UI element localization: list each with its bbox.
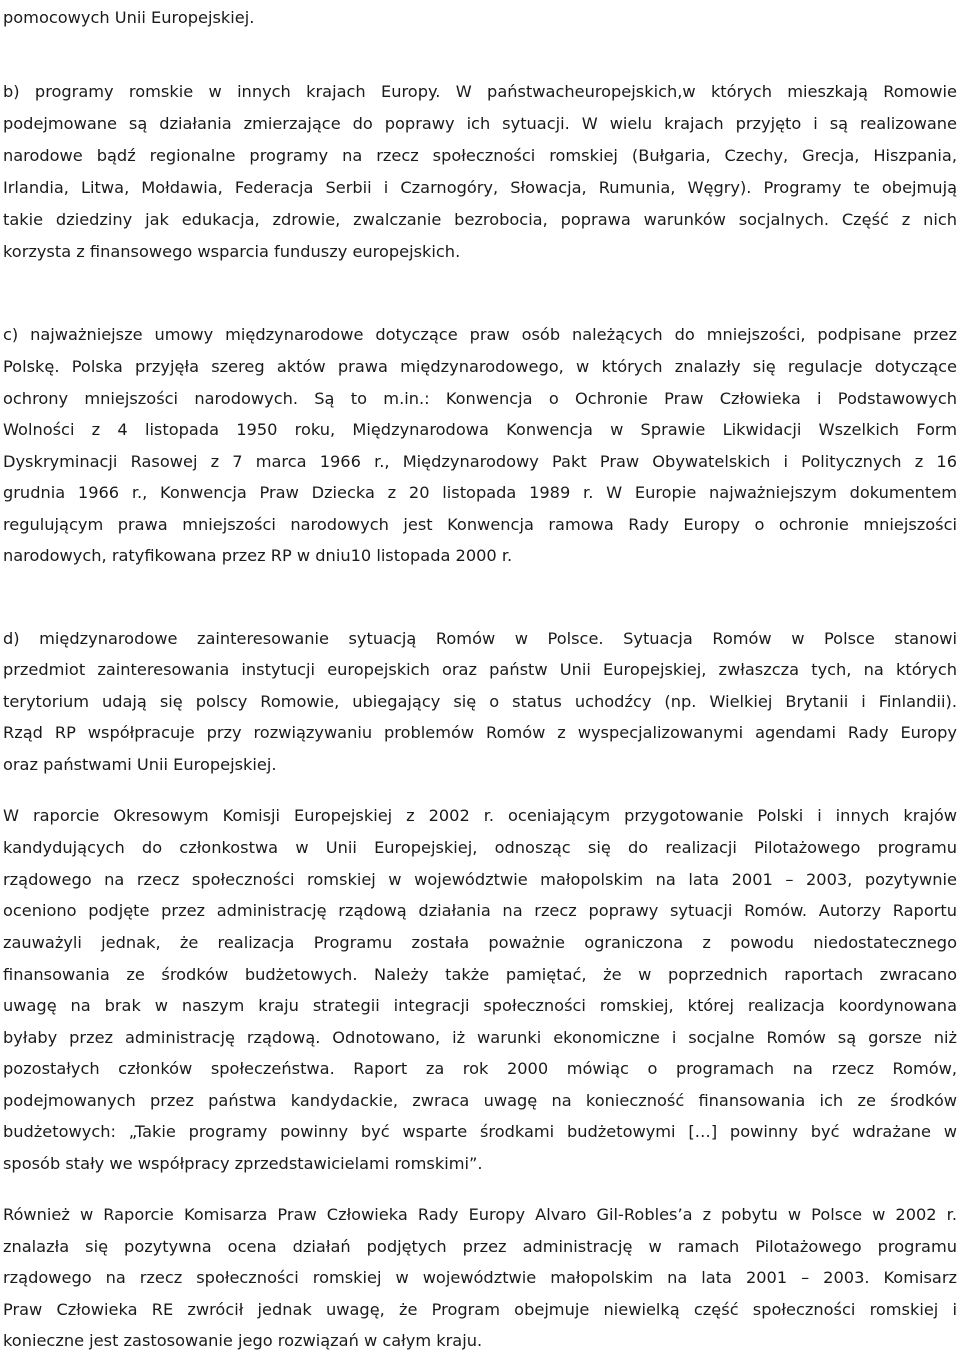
text-line: narodowe bądź regionalne programy na rzecz społeczności romskiej (Bułgaria, Czechy, Grecja, Hiszpania, <box>3 146 957 165</box>
text-line: zauważyli jednak, że realizacja Programu została poważnie ograniczona z powodu niedostatecznego <box>3 933 957 952</box>
text-line: oraz państwami Unii Europejskiej. <box>3 755 277 774</box>
text-line: ochrony mniejszości narodowych. Są to m.in.: Konwencja o Ochronie Praw Człowieka i Podstawowych <box>3 389 957 408</box>
text-line: podejmowanych przez państwa kandydackie, zwraca uwagę na konieczność finansowania ich ze środków <box>3 1091 957 1110</box>
text-line: Również w Raporcie Komisarza Praw Człowieka Rady Europy Alvaro Gil-Robles’a z pobytu w Polsce w 2002 r. <box>3 1205 957 1224</box>
text-line: Rząd RP współpracuje przy rozwiązywaniu problemów Romów z wyspecjalizowanymi agendami Rady Europy <box>3 723 957 742</box>
text-line: Dyskryminacji Rasowej z 7 marca 1966 r., Międzynarodowy Pakt Praw Obywatelskich i Politycznych z 16 <box>3 452 957 471</box>
text-line: oceniono podjęte przez administrację rządową działania na rzecz poprawy sytuacji Romów. Autorzy Raportu <box>3 901 957 920</box>
text-line: znalazła się pozytywna ocena działań podjętych przez administrację w ramach Pilotażowego programu <box>3 1237 957 1256</box>
text-line: narodowych, ratyfikowana przez RP w dniu10 listopada 2000 r. <box>3 546 513 565</box>
text-line: rządowego na rzecz społeczności romskiej w województwie małopolskim na lata 2001 – 2003, pozytywnie <box>3 870 957 889</box>
text-line: Praw Człowieka RE zwrócił jednak uwagę, że Program obejmuje niewielką część społeczności romskiej i <box>3 1300 957 1319</box>
text-line: budżetowych: „Takie programy powinny być wsparte środkami budżetowymi […] powinny być wdrażane w <box>3 1122 957 1141</box>
text-line: takie dziedziny jak edukacja, zdrowie, zwalczanie bezrobocia, poprawa warunków socjalnych. Część z nich <box>3 210 957 229</box>
text-line: pozostałych członków społeczeństwa. Raport za rok 2000 mówiąc o programach na rzecz Romów, <box>3 1059 957 1078</box>
text-line: pomocowych Unii Europejskiej. <box>3 8 255 27</box>
text-line: c) najważniejsze umowy międzynarodowe dotyczące praw osób należących do mniejszości, podpisane przez <box>3 325 957 344</box>
text-line: uwagę na brak w naszym kraju strategii integracji społeczności romskiej, której realizacja koordynowana <box>3 996 957 1015</box>
text-line: przedmiot zainteresowania instytucji europejskich oraz państw Unii Europejskiej, zwłaszcza tych, na których <box>3 660 957 679</box>
text-line: rządowego na rzecz społeczności romskiej w województwie małopolskim na lata 2001 – 2003. Komisarz <box>3 1268 957 1287</box>
text-line: konieczne jest zastosowanie jego rozwiązań w całym kraju. <box>3 1331 483 1350</box>
text-line: b) programy romskie w innych krajach Europy. W państwacheuropejskich,w których mieszkają Romowie <box>3 82 957 101</box>
text-line: Wolności z 4 listopada 1950 roku, Międzynarodowa Konwencja w Sprawie Likwidacji Wszelkich Form <box>3 420 957 439</box>
text-line: kandydujących do członkostwa w Unii Europejskiej, odnosząc się do realizacji Pilotażowego programu <box>3 838 957 857</box>
text-line: Polskę. Polska przyjęła szereg aktów prawa międzynarodowego, w których znalazły się regulacje dotyczące <box>3 357 957 376</box>
text-line: byłaby przez administrację rządową. Odnotowano, iż warunki ekonomiczne i socjalne Romów są gorsze niż <box>3 1028 957 1047</box>
text-line: podejmowane są działania zmierzające do poprawy ich sytuacji. W wielu krajach przyjęto i są realizowane <box>3 114 957 133</box>
text-line: grudnia 1966 r., Konwencja Praw Dziecka z 20 listopada 1989 r. W Europie najważniejszym dokumentem <box>3 483 957 502</box>
text-line: Irlandia, Litwa, Mołdawia, Federacja Serbii i Czarnogóry, Słowacja, Rumunia, Węgry). Programy te obejmują <box>3 178 957 197</box>
text-line: W raporcie Okresowym Komisji Europejskiej z 2002 r. oceniającym przygotowanie Polski i innych krajów <box>3 806 957 825</box>
text-line: sposób stały we współpracy zprzedstawicielami romskimi”. <box>3 1154 483 1173</box>
text-line: terytorium udają się polscy Romowie, ubiegający się o status uchodźcy (np. Wielkiej Brytanii i Finlandii). <box>3 692 957 711</box>
text-line: d) międzynarodowe zainteresowanie sytuacją Romów w Polsce. Sytuacja Romów w Polsce stanowi <box>3 629 957 648</box>
text-line: korzysta z finansowego wsparcia funduszy europejskich. <box>3 242 461 261</box>
text-line: finansowania ze środków budżetowych. Należy także pamiętać, że w poprzednich raportach zwracano <box>3 965 957 984</box>
text-line: regulującym prawa mniejszości narodowych jest Konwencja ramowa Rady Europy o ochronie mniejszości <box>3 515 957 534</box>
